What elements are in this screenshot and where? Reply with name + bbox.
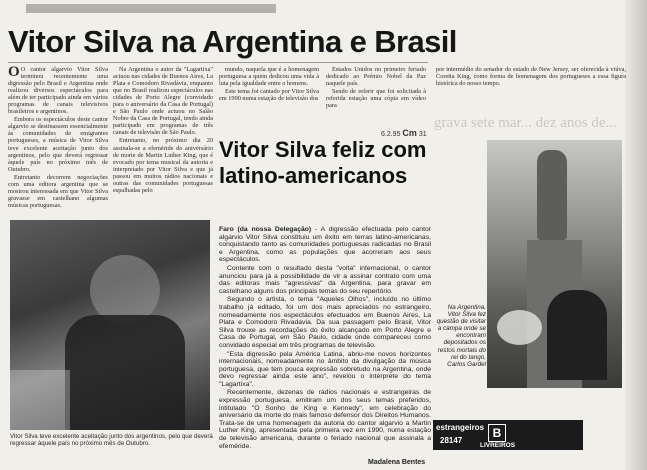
article-column-5 bbox=[436, 66, 626, 114]
body-para-5: Recentemente, dezenas de rádios nacionais e estrangeiras de expressão portuguesa, emitiram um dos seus temas preferidos, intitulado "O Sonho de King e Kennedy", em celebração do aniversário da morte do mais famoso defensor dos Direitos Humanos. Trata-se de uma homenagem da autoria do cantor algarvio a Martin Luther King, apresentada pela primeira vez em 1990, numa estação de televisão americana, durante o feriado nacional que assinala a efeméride. bbox=[219, 389, 431, 450]
faded-other-headline: grava sete mar... dez anos de... bbox=[434, 115, 617, 131]
issue-page: 31 bbox=[418, 131, 427, 138]
article-column-3 bbox=[219, 66, 319, 116]
article-column-4 bbox=[326, 66, 426, 116]
dateline: Faro (da nossa Delegação) bbox=[219, 226, 312, 233]
ad-brand: LIVREIROS bbox=[480, 442, 516, 449]
body-para-2: Contente com o resultado desta "volta" internacional, o cantor anunciou para já a possibilidade de vir a assinar contrato com uma das editoras mais "agressivas" da Argentina, para gravar em castelhano alguns dos principais temas do seu repertório. bbox=[219, 264, 431, 295]
col4-para-1: Estados Unidos no primeiro feriado dedicado ao Prémio Nobel da Paz naquele país. bbox=[326, 66, 426, 88]
col1-para-3: Entretanto decorrem negociações com uma editora argentina que se mostrou interessada em que Vitor Silva gravasse em castelhano algumas músicas portuguesas. bbox=[8, 173, 108, 209]
ad-text: estrangeiros bbox=[436, 423, 485, 432]
article-body bbox=[219, 226, 431, 458]
article-column-2 bbox=[113, 66, 213, 216]
top-masthead-strip bbox=[26, 4, 276, 13]
page-edge-shadow bbox=[625, 0, 647, 470]
main-headline: Vitor Silva na Argentina e Brasil bbox=[8, 24, 457, 59]
col2-para-1: Na Argentina o autor da "Lagartixa" actuou nas cidades de Buenos Aires, La Plata e Comodoro Rivadávia, enquanto que no Brasil realizou espectáculos nas cidades de Porto Alegre (convidado para o aniversário da Casa de Portugal) e São Paulo onde actuou no Salão Nobre da Casa de Portugal, tendo ainda participado em programas de três canais de televisão de São Paulo. bbox=[113, 66, 213, 137]
ad-phone: 28147 bbox=[440, 436, 463, 445]
col3-para-1: mundo, naquela que é a homenagem portuguesa a quem dedicou uma vida à luta pela igualdade entre o homens. bbox=[219, 66, 319, 88]
body-para-1: - A digressão efectuada pelo cantor algarvio Vitor Silva constituiu um êxito em terras latino-americanas, conquistando tanto as comunidades portuguesas radicadas no Brasil e Argentina, como as populações que acorreram aos seus espectáculos. bbox=[219, 226, 431, 264]
col5-para-1: por intermédio do senador do estado de New Jersey, ser oferecida à viúva, Coretta King, como forma de homenagem dos portugueses a essa figura histórica do nosso tempo. bbox=[436, 66, 626, 88]
article-column-1 bbox=[8, 66, 108, 216]
sub-headline: Vitor Silva feliz com latino-americanos bbox=[219, 137, 427, 188]
col4-para-2: Sendo de referir que foi solicitada à referida estação uma cópia em vídeo para bbox=[326, 88, 426, 110]
photo-caption-left: Vitor Silva teve excelente aceitação junto dos argentinos, pelo que deverá regressar àquele país no próximo mês de Outubro. bbox=[10, 433, 213, 448]
body-para-4: "Esta digressão pela América Latina, abriu-me novos horizontes internacionais, nomeadamente no âmbito da divulgação da música portuguesa, que tem pouca expressão sobretudo na Argentina, onde devo regressar ainda este ano", revelou o intérprete do tema "Lagartixa". bbox=[219, 350, 431, 388]
livreiros-logo-icon: B bbox=[488, 424, 506, 442]
issue-date: 6.2.95 bbox=[381, 131, 401, 138]
col3-para-2: Este tema foi cantado por Vitor Silva em 1990 numa estação de televisão dos bbox=[219, 88, 319, 103]
author-byline: Madalena Bentes bbox=[368, 459, 426, 466]
vitor-silva-photo bbox=[10, 220, 210, 430]
col1-para-2: Embora os espectáculos deste cantor algarvio se destinassem essencialmente às comunidades de emigrantes portugueses, a música de Vitor Silva teve excelente aceitação junto dos argentinos, pelo que deverá regressar àquele país no próximo mês de Outubro. bbox=[8, 116, 108, 173]
col2-para-2: Entretanto, no próximo dia 20 assinala-se a efeméride do aniversário de morte de Martin Luther King, que é evocado por tema musical da autoria e interpretado por Vitor Silva e que já passou em muitos rádios nacionais e outras das comunidades portuguesas espalhadas pelo bbox=[113, 137, 213, 194]
drop-cap: O bbox=[8, 66, 20, 80]
photo-caption-right: Na Argentina, Vitor Silva fez questão de visitar a campa onde se encontram depositados os restos mortais do rei do tango, Carlos Gardel bbox=[436, 304, 486, 368]
headline-rule bbox=[8, 62, 428, 63]
issue-section: Cm bbox=[402, 128, 417, 138]
body-para-3: Segundo o artista, o tema "Aqueles Olhos", incluído no último trabalho já editado, foi um dos mais apreciados no estrangeiro, nomeadamente nos espectáculos efectuados em Buenos Aires, La Plata e Comodoro Rivadavia. Da sua passagem pelo Brasil, Vitor Silva trouxe as recordações do êxito alcançado em Porto Alegre e Casa de Portugal, em São Paulo, cidade onde compareceu como convidado especial em três programas de televisão. bbox=[219, 296, 431, 349]
gardel-statue-photo bbox=[487, 140, 622, 388]
col1-para-1: O cantor algarvio Vitor Silva terminou recentemente uma digressão pelo Brasil e Argentina onde realizou diversos espectáculos para além de ter participado ainda em vários programas de canais televisivos brasileiros e argentinos. bbox=[8, 66, 108, 116]
